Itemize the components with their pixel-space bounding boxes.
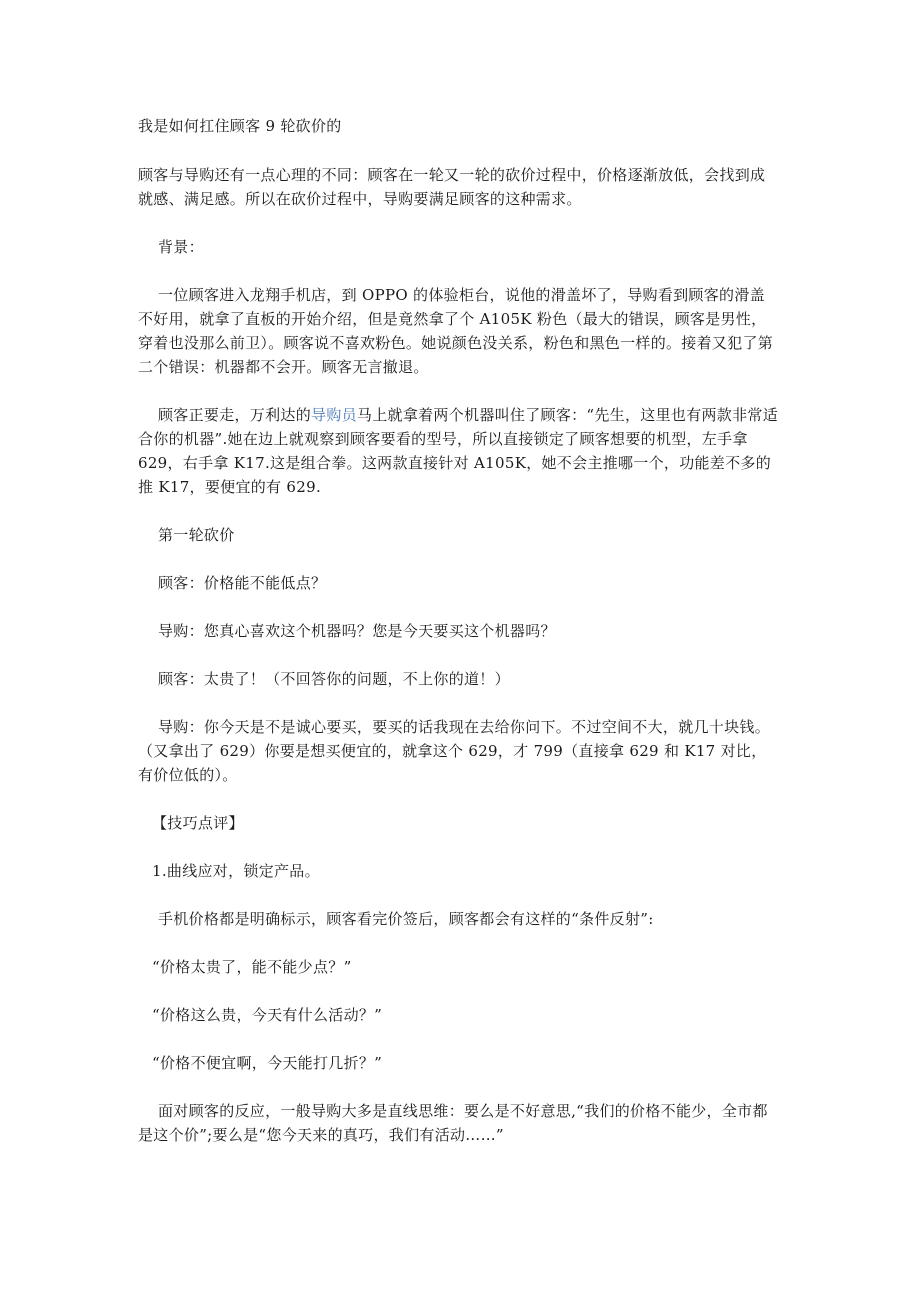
salesperson-link[interactable]: 导购员 <box>311 406 357 424</box>
tip-1-heading: 1.曲线应对，锁定产品。 <box>152 862 320 880</box>
paragraph-background: 一位顾客进入龙翔手机店，到 OPPO 的体验柜台，说他的滑盖坏了，导购看到顾客的滑盖不好用，就拿了直板的开始介绍，但是竟然拿了个 A105K 粉色（最大的错误，顾客是男性，穿着也没那么前卫）。顾客说不喜欢粉色。她说颜色没关系，粉色和黑色一样的。接着又犯了第二个错误：机器都不会开。顾客无言撤退。 <box>138 286 774 376</box>
paragraph-intro: 顾客与导购还有一点心理的不同：顾客在一轮又一轮的砍价过程中，价格逐渐放低，会找到成就感、满足感。所以在砍价过程中，导购要满足顾客的这种需求。 <box>138 166 766 208</box>
dialog-guide-1: 导购：您真心喜欢这个机器吗？您是今天要买这个机器吗？ <box>158 622 556 640</box>
quote-2: “价格这么贵，今天有什么活动？” <box>152 1006 383 1024</box>
paragraph-wanlida <box>138 403 778 499</box>
document-title: 我是如何扛住顾客 9 轮砍价的 <box>138 117 342 135</box>
tip-1-body: 手机价格都是明确标示，顾客看完价签后，顾客都会有这样的“条件反射”: <box>158 910 654 928</box>
dialog-customer-2: 顾客：太贵了！（不回答你的问题，不上你的道！） <box>158 670 510 688</box>
paragraph-closing: 面对顾客的反应，一般导购大多是直线思维：要么是不好意思,“我们的价格不能少，全市都是这个价”;要么是“您今天来的真巧，我们有活动……” <box>138 1102 768 1144</box>
quote-3: “价格不便宜啊，今天能打几折？” <box>152 1054 383 1072</box>
dialog-guide-2: 导购：你今天是不是诚心要买，要买的话我现在去给你问下。不过空间不大，就几十块钱。（又拿出了 629）你要是想买便宜的，就拿这个 629，才 799（直接拿 629 和 K17 对比，有价位低的）。 <box>138 718 771 784</box>
heading-round-1: 第一轮砍价 <box>158 526 235 544</box>
wanlida-text-after: 马上就拿着两个机器叫住了顾客：“先生，这里也有两款非常适合你的机器”.她在边上就观察到顾客要看的型号，所以直接锁定了顾客想要的机型，左手拿 629，右手拿 K17.这是组合拳。这两款直接针对 A105K，她不会主推哪一个，功能差不多的推 K17，要便宜的有 629. <box>138 406 778 496</box>
quote-1: “价格太贵了，能不能少点？” <box>152 958 352 976</box>
dialog-customer-1: 顾客：价格能不能低点？ <box>158 574 327 592</box>
wanlida-text-before: 顾客正要走，万利达的 <box>158 406 312 424</box>
heading-review: 【技巧点评】 <box>152 814 244 832</box>
heading-background: 背景： <box>158 238 204 256</box>
